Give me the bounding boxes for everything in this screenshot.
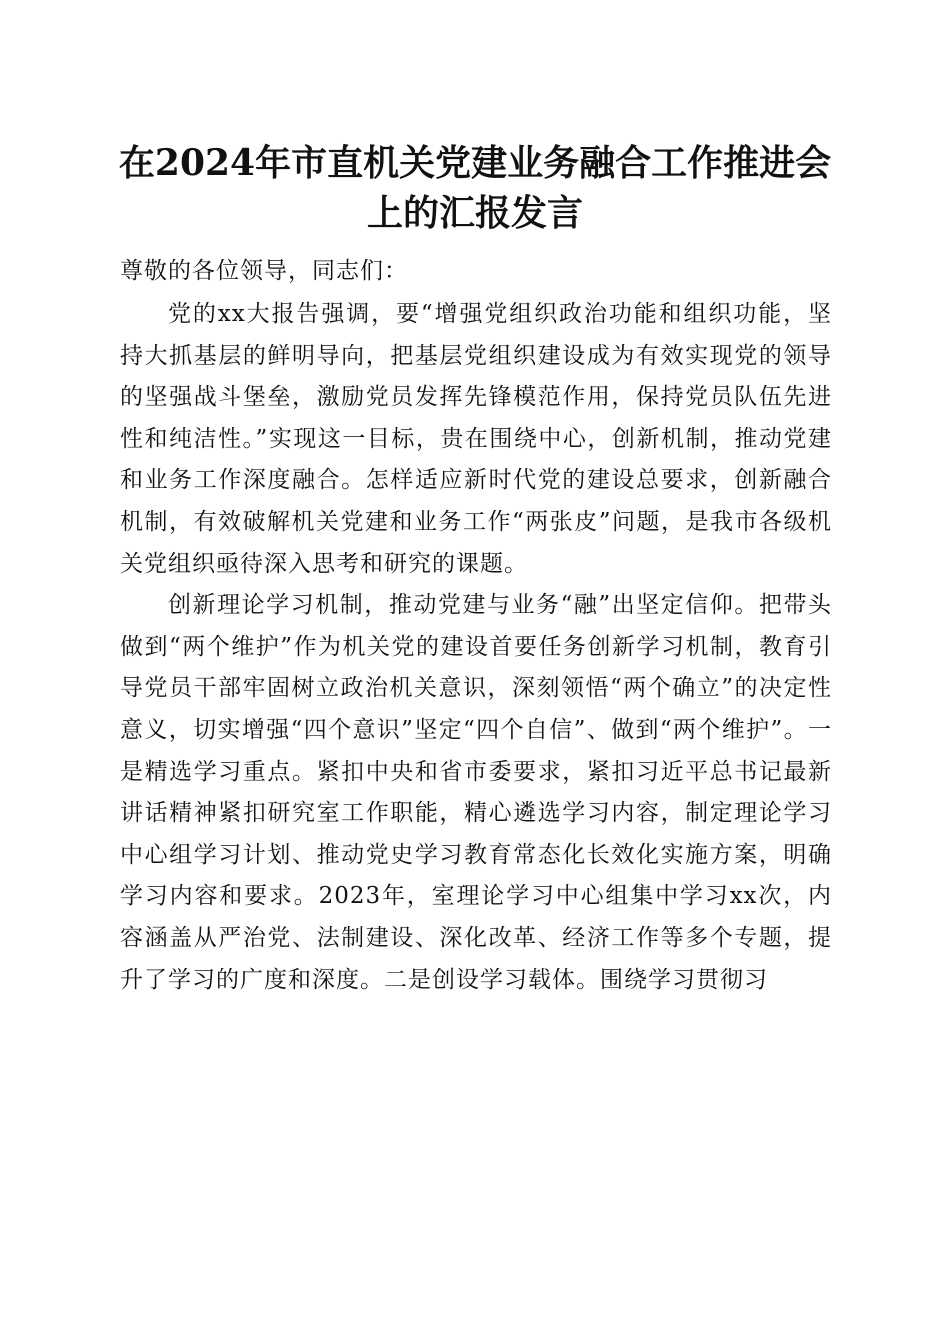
salutation: 尊敬的各位领导，同志们：	[120, 258, 408, 284]
paragraph-2: 创新理论学习机制，推动党建与业务“融”出坚定信仰。把带头做到“两个维护”作为机关党的建设首要任务创新学习机制，教育引导党员干部牢固树立政治机关意识，深刻领悟“两个确立”的决定性意义，切实增强“四个意识”坚定“四个自信”、做到“两个维护”。一是精选学习重点。紧扣中央和省市委要求，紧扣习近平总书记最新讲话精神紧扣研究室工作职能，精心遴选学习内容，制定理论学习中心组学习计划、推动党史学习教育常态化长效化实施方案，明确学习内容和要求。2023年，室理论学习中心组集中学习xx次，内容涵盖从严治党、法制建设、深化改革、经济工作等多个专题，提升了学习的广度和深度。二是创设学习载体。围绕学习贯彻习	[120, 592, 832, 993]
title-line-1: 在2024年市直机关党建业务融合工作推进会	[118, 142, 832, 184]
document-body	[120, 252, 832, 1001]
document-title	[100, 138, 850, 238]
paragraph-1: 党的xx大报告强调，要“增强党组织政治功能和组织功能，坚持大抓基层的鲜明导向，把基层党组织建设成为有效实现党的领导的坚强战斗堡垒，激励党员发挥先锋模范作用，保持党员队伍先进性和纯洁性。”实现这一目标，贵在围绕中心，创新机制，推动党建和业务工作深度融合。怎样适应新时代党的建设总要求，创新融合机制，有效破解机关党建和业务工作“两张皮”问题，是我市各级机关党组织亟待深入思考和研究的课题。	[120, 301, 832, 577]
title-line-2: 上的汇报发言	[366, 192, 583, 234]
